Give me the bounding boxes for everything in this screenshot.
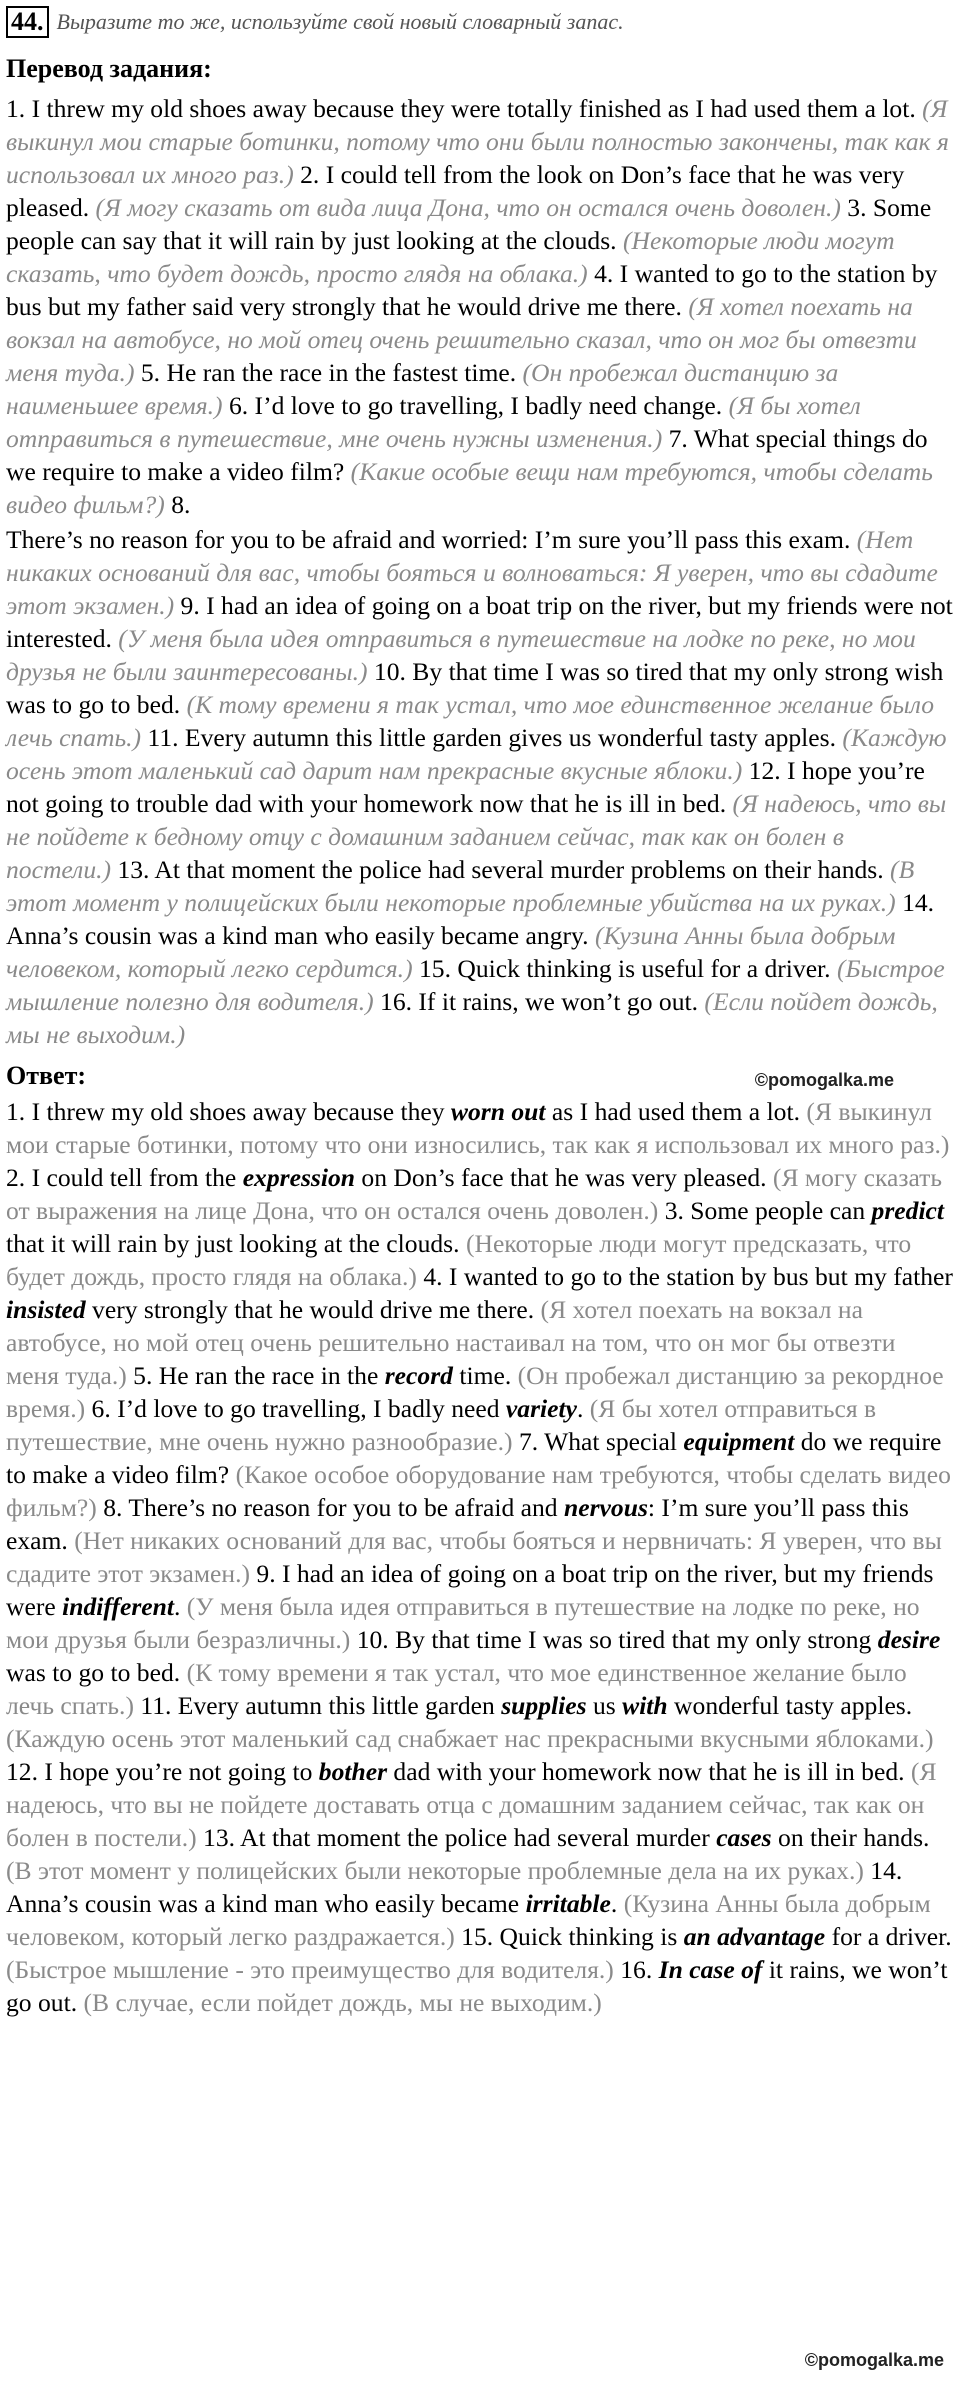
answer-sentence: 3. Some people can — [658, 1196, 872, 1225]
english-sentence: 4. I wanted to go to the station by bus but my father said very strongly that he would drive me there. — [6, 259, 938, 321]
answer-sentence: on Don’s face that he was very pleased. — [355, 1163, 773, 1192]
english-sentence: 11. Every autumn this little garden gives us wonderful tasty apples. — [141, 723, 843, 752]
watermark: ©pomogalka.me — [754, 1070, 894, 1090]
answer-sentence: do we require to make a video film? — [6, 1427, 942, 1489]
russian-translation: (Я бы хотел отправиться в путешествие, мне очень нужно разнообразие.) — [6, 1394, 877, 1456]
russian-translation: (Нет никаких оснований для вас, чтобы бояться и нервничать: Я уверен, что вы сдадите этот экзамен.) — [6, 1526, 942, 1588]
answer-sentence: 4. I wanted to go to the station by bus but my father — [416, 1262, 953, 1291]
answer-keyword: variety — [505, 1394, 577, 1423]
russian-translation: (Я хотел поехать на вокзал на автобусе, но мой отец очень решительно настаивал на том, что он мог бы отвезти меня туда.) — [6, 1295, 896, 1390]
watermark: ©pomogalka.me — [804, 2350, 944, 2370]
english-sentence: 3. Some people can say that it will rain by just looking at the clouds. — [6, 193, 932, 255]
russian-translation: (Он пробежал дистанцию за рекордное время.) — [6, 1361, 944, 1423]
answer-keyword: bother — [318, 1757, 388, 1786]
answer-sentence: 7. What special — [512, 1427, 684, 1456]
english-sentence: 13. At that moment the police had several murder problems on their hands. — [111, 855, 891, 884]
english-sentence: 7. What special things do we require to make a video film? — [6, 424, 928, 486]
russian-translation: (Если пойдет дождь, мы не выходим.) — [6, 987, 938, 1049]
answer-sentence: as I had used them a lot. — [545, 1097, 807, 1126]
russian-translation: (Нет никаких оснований для вас, чтобы бояться и волноваться: Я уверен, что вы сдадите этот экзамен.) — [6, 525, 938, 620]
answer-sentence: us — [586, 1691, 623, 1720]
translation-title: Перевод задания: — [6, 54, 212, 83]
answer-sentence: time. — [452, 1361, 518, 1390]
russian-translation: (Кузина Анны была добрым человеком, который легко раздражается.) — [6, 1889, 931, 1951]
russian-translation: (У меня была идея отправиться в путешествие на лодке по реке, но мои друзья не были заинтересованы.) — [6, 624, 916, 686]
russian-translation: (Я надеюсь, что вы не пойдете к бедному отцу с домашним заданием сейчас, так как он болен в постели.) — [6, 789, 947, 884]
english-sentence: 10. By that time I was so tired that my only strong wish was to go to bed. — [6, 657, 944, 719]
answer-keyword: desire — [877, 1625, 941, 1654]
answer-sentence: wonderful tasty apples. — [667, 1691, 913, 1720]
english-sentence: 15. Quick thinking is useful for a driver. — [412, 954, 837, 983]
answer-sentence: was to go to bed. — [6, 1658, 187, 1687]
document-page — [6, 4, 954, 2019]
russian-translation: (У меня была идея отправиться в путешествие на лодке по реке, но мои друзья были безразличны.) — [6, 1592, 920, 1654]
answer-keyword: insisted — [6, 1295, 86, 1324]
answer-paragraph — [6, 1095, 954, 2019]
answer-sentence: dad with your homework now that he is ill in bed. — [387, 1757, 911, 1786]
russian-translation: (В этот момент у полицейских были некоторые проблемные убийства на их руках.) — [6, 855, 915, 917]
english-sentence: 2. I could tell from the look on Don’s face that he was very pleased. — [6, 160, 905, 222]
translation-paragraph — [6, 92, 954, 521]
answer-sentence: . — [610, 1889, 624, 1918]
russian-translation: (Какое особое оборудование нам требуются, чтобы сделать видео фильм?) — [6, 1460, 951, 1522]
answer-sentence: 6. I’d love to go travelling, I badly need — [85, 1394, 506, 1423]
answer-keyword: with — [622, 1691, 668, 1720]
russian-translation: (Я выкинул мои старые ботинки, потому что они были полностью закончены, так как я использовал их много раз.) — [6, 94, 949, 189]
answer-keyword: supplies — [501, 1691, 587, 1720]
task-instruction: Выразите то же, используйте свой новый словарный запас. — [56, 9, 624, 34]
russian-translation: (Каждую осень этот маленький сад дарит нам прекрасные вкусные яблоки.) — [6, 723, 947, 785]
russian-translation: (Каждую осень этот маленький сад снабжает нас прекрасными вкусными яблоками.) — [6, 1724, 934, 1753]
task-number: 44. — [6, 6, 49, 38]
russian-translation: (Я могу сказать от вида лица Дона, что он остался очень доволен.) — [95, 193, 841, 222]
answer-sentence: . — [174, 1592, 187, 1621]
english-sentence: 16. If it rains, we won’t go out. — [373, 987, 705, 1016]
answer-keyword: an advantage — [683, 1922, 826, 1951]
answer-sentence: on their hands. — [771, 1823, 930, 1852]
english-sentence: There’s no reason for you to be afraid and worried: I’m sure you’ll pass this exam. — [6, 525, 857, 554]
answer-keyword: predict — [871, 1196, 945, 1225]
answer-sentence: : I’m sure you’ll pass this exam. — [6, 1493, 909, 1555]
english-sentence: 1. I threw my old shoes away because they were totally finished as I had used them a lot. — [6, 94, 923, 123]
answer-sentence: 16. — [613, 1955, 659, 1984]
answer-sentence: 2. I could tell from the — [6, 1163, 243, 1192]
russian-translation: (Некоторые люди могут сказать, что будет дождь, просто глядя на облака.) — [6, 226, 895, 288]
russian-translation: (К тому времени я так устал, что мое единственное желание было лечь спать.) — [6, 1658, 907, 1720]
answer-keyword: expression — [242, 1163, 356, 1192]
russian-translation: (Я хотел поехать на вокзал на автобусе, но мой отец очень решительно сказал, что он мог бы отвезти меня туда.) — [6, 292, 917, 387]
russian-translation: (В случае, если пойдет дождь, мы не выходим.) — [83, 1988, 602, 2017]
answer-sentence: 10. By that time I was so tired that my only strong — [350, 1625, 878, 1654]
answer-sentence: for a driver. — [825, 1922, 952, 1951]
answer-sentence: 5. He ran the race in the — [126, 1361, 385, 1390]
russian-translation: (Кузина Анны была добрым человеком, который легко сердится.) — [6, 921, 896, 983]
answer-title: Ответ: — [6, 1061, 87, 1090]
answer-sentence: 9. I had an idea of going on a boat trip on the river, but my friends were — [6, 1559, 934, 1621]
answer-header — [6, 1061, 954, 1091]
answer-keyword: In case of — [658, 1955, 763, 1984]
translation-paragraph — [6, 523, 954, 1051]
answer-sentence: it rains, we won’t go out. — [6, 1955, 948, 2017]
answer-sentence: 14. Anna’s cousin was a kind man who easily became — [6, 1856, 903, 1918]
answer-sentence: 11. Every autumn this little garden — [133, 1691, 502, 1720]
russian-translation: (Я могу сказать от выражения на лице Дона, что он остался очень доволен.) — [6, 1163, 943, 1225]
answer-sentence: very strongly that he would drive me there. — [85, 1295, 541, 1324]
answer-keyword: equipment — [683, 1427, 795, 1456]
english-sentence: 6. I’d love to go travelling, I badly need change. — [222, 391, 729, 420]
english-sentence: 12. I hope you’re not going to trouble dad with your homework now that he is ill in bed. — [6, 756, 925, 818]
answer-keyword: nervous — [564, 1493, 648, 1522]
english-sentence: 8. — [164, 490, 191, 519]
russian-translation: (Быстрое мышление - это преимущество для водителя.) — [6, 1955, 614, 1984]
answer-sentence: that it will rain by just looking at the clouds. — [6, 1229, 466, 1258]
russian-translation: (Я бы хотел отправиться в путешествие, мне очень нужны изменения.) — [6, 391, 861, 453]
russian-translation: (Какие особые вещи нам требуются, чтобы сделать видео фильм?) — [6, 457, 933, 519]
russian-translation: (Некоторые люди могут предсказать, что будет дождь, просто глядя на облака.) — [6, 1229, 912, 1291]
answer-sentence: 1. I threw my old shoes away because they — [6, 1097, 451, 1126]
russian-translation: (Быстрое мышление полезно для водителя.) — [6, 954, 945, 1016]
task-header — [6, 4, 954, 40]
english-sentence: 5. He ran the race in the fastest time. — [134, 358, 523, 387]
russian-translation: (Я выкинул мои старые ботинки, потому что они износились, так как я использовал их много раз.) — [6, 1097, 950, 1159]
answer-keyword: record — [384, 1361, 453, 1390]
russian-translation: (Я надеюсь, что вы не пойдете доставать отца с домашним заданием сейчас, так как он болен в постели.) — [6, 1757, 937, 1852]
answer-sentence: 15. Quick thinking is — [454, 1922, 684, 1951]
answer-keyword: irritable — [525, 1889, 611, 1918]
answer-keyword: cases — [716, 1823, 772, 1852]
answer-keyword: worn out — [450, 1097, 546, 1126]
answer-sentence: 12. I hope you’re not going to — [6, 1757, 319, 1786]
russian-translation: (Он пробежал дистанцию за наименьшее время.) — [6, 358, 839, 420]
english-sentence: 14. Anna’s cousin was a kind man who easily became angry. — [6, 888, 935, 950]
answer-sentence: 8. There’s no reason for you to be afraid and — [96, 1493, 564, 1522]
russian-translation: (К тому времени я так устал, что мое единственное желание было лечь спать.) — [6, 690, 935, 752]
english-sentence: 9. I had an idea of going on a boat trip on the river, but my friends were not interested. — [6, 591, 953, 653]
answer-sentence: . — [576, 1394, 590, 1423]
answer-keyword: indifferent — [62, 1592, 174, 1621]
answer-sentence: 13. At that moment the police had several murder — [196, 1823, 717, 1852]
russian-translation: (В этот момент у полицейских были некоторые проблемные дела на их руках.) — [6, 1856, 864, 1885]
